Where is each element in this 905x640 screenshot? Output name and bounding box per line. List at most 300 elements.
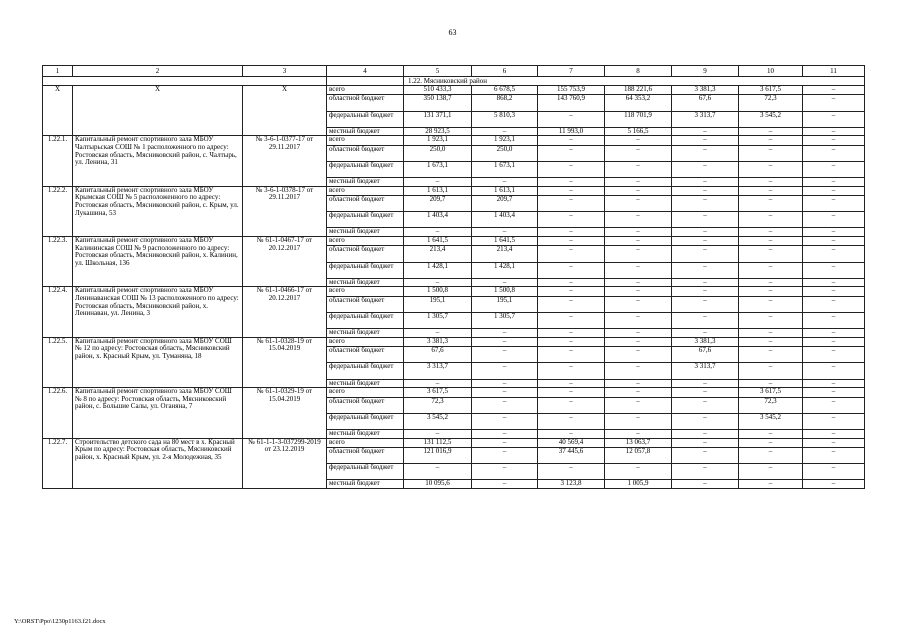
value-col-6: 1 613,1 bbox=[472, 186, 538, 195]
value-col-7: – bbox=[538, 196, 605, 212]
value-col-8: 188 221,6 bbox=[605, 86, 672, 95]
value-col-5: – bbox=[404, 329, 472, 338]
value-col-6: – bbox=[472, 278, 538, 287]
value-col-6: – bbox=[472, 438, 538, 447]
value-col-5: – bbox=[404, 429, 472, 438]
value-col-6: 1 923,1 bbox=[472, 136, 538, 145]
value-col-6: 1 500,8 bbox=[472, 287, 538, 296]
value-col-9: 67,6 bbox=[672, 95, 739, 111]
funding-source: всего bbox=[327, 337, 404, 346]
value-col-9: – bbox=[672, 464, 739, 480]
value-col-7: – bbox=[538, 111, 605, 127]
item-description: Капитальный ремонт спортивного зала МБОУ СОШ № 12 по адресу: Ростовская область, Мясниковский район, х. Красный Крым, ул. Туманяна, 18 bbox=[73, 337, 243, 387]
value-col-11: – bbox=[803, 388, 865, 397]
funding-source: федеральный бюджет bbox=[327, 262, 404, 278]
value-col-5: 1 428,1 bbox=[404, 262, 472, 278]
value-col-5: 131 371,1 bbox=[404, 111, 472, 127]
column-header-6: 6 bbox=[472, 66, 538, 77]
value-col-5: 10 095,6 bbox=[404, 480, 472, 489]
table-row bbox=[43, 237, 865, 246]
column-header-3: 3 bbox=[243, 66, 327, 77]
value-col-10: – bbox=[739, 480, 803, 489]
value-col-6: 1 673,1 bbox=[472, 161, 538, 177]
funding-source: федеральный бюджет bbox=[327, 111, 404, 127]
item-document-ref: № 61-1-0329-19 от 15.04.2019 bbox=[243, 388, 327, 438]
value-col-5: 209,7 bbox=[404, 196, 472, 212]
value-col-11: – bbox=[803, 447, 865, 463]
value-col-11: – bbox=[803, 95, 865, 111]
value-col-10: 3 617,5 bbox=[739, 86, 803, 95]
value-col-5: 131 112,5 bbox=[404, 438, 472, 447]
value-col-5: 1 613,1 bbox=[404, 186, 472, 195]
value-col-5: 1 923,1 bbox=[404, 136, 472, 145]
value-col-8: – bbox=[605, 379, 672, 388]
funding-source: всего bbox=[327, 438, 404, 447]
value-col-6: – bbox=[472, 480, 538, 489]
value-col-11: – bbox=[803, 186, 865, 195]
value-col-6: – bbox=[472, 388, 538, 397]
value-col-10: – bbox=[739, 186, 803, 195]
value-col-6: 6 678,5 bbox=[472, 86, 538, 95]
value-col-7: – bbox=[538, 178, 605, 187]
value-col-10: – bbox=[739, 438, 803, 447]
funding-source: федеральный бюджет bbox=[327, 464, 404, 480]
funding-source: местный бюджет bbox=[327, 379, 404, 388]
value-col-11: – bbox=[803, 161, 865, 177]
column-header-4: 4 bbox=[327, 66, 404, 77]
value-col-5: 72,3 bbox=[404, 397, 472, 413]
value-col-5: 3 381,3 bbox=[404, 337, 472, 346]
file-path-footer: Y:\ORST\Ppo\1230p1163.f21.docx bbox=[14, 618, 106, 625]
value-col-11: – bbox=[803, 262, 865, 278]
value-col-8: 1 005,9 bbox=[605, 480, 672, 489]
value-col-5: 1 641,5 bbox=[404, 237, 472, 246]
value-col-7: – bbox=[538, 363, 605, 379]
value-col-7: 11 993,0 bbox=[538, 127, 605, 136]
value-col-8: – bbox=[605, 287, 672, 296]
column-header-11: 11 bbox=[803, 66, 865, 77]
item-document-ref: № 61-1-0467-17 от 20.12.2017 bbox=[243, 237, 327, 287]
item-number: 1.22.1. bbox=[43, 136, 73, 186]
value-col-8: – bbox=[605, 237, 672, 246]
value-col-10: – bbox=[739, 278, 803, 287]
value-col-6: 250,0 bbox=[472, 145, 538, 161]
value-col-5: 67,6 bbox=[404, 347, 472, 363]
value-col-10: 3 617,5 bbox=[739, 388, 803, 397]
funding-source: местный бюджет bbox=[327, 228, 404, 237]
funding-source: областной бюджет bbox=[327, 296, 404, 312]
value-col-5: 350 138,7 bbox=[404, 95, 472, 111]
value-col-10: – bbox=[739, 127, 803, 136]
table-row bbox=[43, 86, 865, 95]
value-col-6: – bbox=[472, 379, 538, 388]
value-col-6: 195,1 bbox=[472, 296, 538, 312]
value-col-5: 213,4 bbox=[404, 246, 472, 262]
column-header-10: 10 bbox=[739, 66, 803, 77]
value-col-9: – bbox=[672, 186, 739, 195]
value-col-8: – bbox=[605, 196, 672, 212]
value-col-8: – bbox=[605, 145, 672, 161]
value-col-8: – bbox=[605, 262, 672, 278]
value-col-6: – bbox=[472, 347, 538, 363]
value-col-10: – bbox=[739, 246, 803, 262]
value-col-8: – bbox=[605, 429, 672, 438]
value-col-7: – bbox=[538, 388, 605, 397]
value-col-7: – bbox=[538, 212, 605, 228]
value-col-11: – bbox=[803, 246, 865, 262]
item-document-ref: № 61-1-0328-19 от 15.04.2019 bbox=[243, 337, 327, 387]
value-col-10: – bbox=[739, 363, 803, 379]
value-col-7: – bbox=[538, 347, 605, 363]
value-col-11: – bbox=[803, 278, 865, 287]
table-row bbox=[43, 438, 865, 447]
funding-source: областной бюджет bbox=[327, 397, 404, 413]
value-col-5: 3 545,2 bbox=[404, 413, 472, 429]
value-col-7: – bbox=[538, 287, 605, 296]
value-col-7: – bbox=[538, 429, 605, 438]
value-col-10: – bbox=[739, 464, 803, 480]
value-col-6: 213,4 bbox=[472, 246, 538, 262]
value-col-10: – bbox=[739, 145, 803, 161]
value-col-6: – bbox=[472, 329, 538, 338]
value-col-10: – bbox=[739, 196, 803, 212]
value-col-9: – bbox=[672, 313, 739, 329]
value-col-7: – bbox=[538, 397, 605, 413]
value-col-8: – bbox=[605, 161, 672, 177]
value-col-8: – bbox=[605, 212, 672, 228]
item-number: 1.22.4. bbox=[43, 287, 73, 337]
table-row bbox=[43, 388, 865, 397]
table-row bbox=[43, 287, 865, 296]
value-col-9: – bbox=[672, 136, 739, 145]
value-col-10: – bbox=[739, 447, 803, 463]
value-col-9: 3 313,7 bbox=[672, 111, 739, 127]
value-col-8: – bbox=[605, 464, 672, 480]
value-col-10: – bbox=[739, 136, 803, 145]
section-title-row bbox=[43, 77, 865, 86]
value-col-8: – bbox=[605, 413, 672, 429]
value-col-6: – bbox=[472, 464, 538, 480]
value-col-9: – bbox=[672, 429, 739, 438]
value-col-11: – bbox=[803, 397, 865, 413]
value-col-11: – bbox=[803, 212, 865, 228]
funding-source: местный бюджет bbox=[327, 178, 404, 187]
value-col-7: – bbox=[538, 329, 605, 338]
value-col-8: – bbox=[605, 329, 672, 338]
value-col-10: – bbox=[739, 161, 803, 177]
funding-source: областной бюджет bbox=[327, 95, 404, 111]
value-col-7: – bbox=[538, 246, 605, 262]
value-col-5: 1 500,8 bbox=[404, 287, 472, 296]
section-title-spacer bbox=[327, 77, 404, 86]
table-row bbox=[43, 186, 865, 195]
value-col-9: – bbox=[672, 388, 739, 397]
value-col-10: – bbox=[739, 287, 803, 296]
value-col-10: 72,3 bbox=[739, 95, 803, 111]
value-col-5: 1 305,7 bbox=[404, 313, 472, 329]
value-col-9: – bbox=[672, 397, 739, 413]
page-number: 63 bbox=[448, 28, 457, 37]
value-col-10: 72,3 bbox=[739, 397, 803, 413]
funding-source: федеральный бюджет bbox=[327, 413, 404, 429]
funding-source: областной бюджет bbox=[327, 447, 404, 463]
value-col-11: – bbox=[803, 480, 865, 489]
item-description: Капитальный ремонт спортивного зала МБОУ Чалтырьская СОШ № 1 расположенного по адресу: Ростовская область, Мясниковский район, с. Чалтырь, ул. Ленина, 31 bbox=[73, 136, 243, 186]
table-row bbox=[43, 136, 865, 145]
value-col-8: 5 166,5 bbox=[605, 127, 672, 136]
funding-source: всего bbox=[327, 287, 404, 296]
value-col-7: – bbox=[538, 186, 605, 195]
item-description: Капитальный ремонт спортивного зала МБОУ Калининская СОШ № 9 расположенного по адресу: Ростовская область, Мясниковский район, х. Калинин, ул. Школьная, 136 bbox=[73, 237, 243, 287]
value-col-11: – bbox=[803, 127, 865, 136]
value-col-8: 12 057,8 bbox=[605, 447, 672, 463]
item-document-ref: Х bbox=[243, 86, 327, 136]
value-col-9: – bbox=[672, 127, 739, 136]
value-col-6: – bbox=[472, 337, 538, 346]
value-col-6: 5 810,3 bbox=[472, 111, 538, 127]
value-col-10: – bbox=[739, 178, 803, 187]
value-col-6: 1 641,5 bbox=[472, 237, 538, 246]
item-number: 1.22.7. bbox=[43, 438, 73, 488]
value-col-11: – bbox=[803, 464, 865, 480]
value-col-7: 155 753,9 bbox=[538, 86, 605, 95]
column-header-8: 8 bbox=[605, 66, 672, 77]
value-col-9: – bbox=[672, 212, 739, 228]
value-col-10: – bbox=[739, 212, 803, 228]
item-document-ref: № 61-1-1-3-037299-2019 от 23.12.2019 bbox=[243, 438, 327, 488]
value-col-5: 510 433,3 bbox=[404, 86, 472, 95]
value-col-5: – bbox=[404, 178, 472, 187]
value-col-6: – bbox=[472, 429, 538, 438]
value-col-7: – bbox=[538, 145, 605, 161]
value-col-10: – bbox=[739, 379, 803, 388]
value-col-10: – bbox=[739, 347, 803, 363]
value-col-9: – bbox=[672, 438, 739, 447]
table-row bbox=[43, 337, 865, 346]
value-col-6: – bbox=[472, 397, 538, 413]
value-col-9: – bbox=[672, 246, 739, 262]
value-col-11: – bbox=[803, 329, 865, 338]
value-col-5: 195,1 bbox=[404, 296, 472, 312]
value-col-9: 3 381,3 bbox=[672, 337, 739, 346]
value-col-10: 3 545,2 bbox=[739, 413, 803, 429]
item-description: Капитальный ремонт спортивного зала МБОУ СОШ № 8 по адресу: Ростовская область, Мясниковский район, с. Большие Салы, ул. Оганяна, 7 bbox=[73, 388, 243, 438]
value-col-9: – bbox=[672, 196, 739, 212]
funding-source: федеральный бюджет bbox=[327, 313, 404, 329]
value-col-8: 118 701,9 bbox=[605, 111, 672, 127]
funding-source: всего bbox=[327, 186, 404, 195]
value-col-7: 40 569,4 bbox=[538, 438, 605, 447]
budget-table-container bbox=[42, 65, 864, 489]
value-col-5: 3 313,7 bbox=[404, 363, 472, 379]
value-col-8: – bbox=[605, 313, 672, 329]
value-col-5: – bbox=[404, 278, 472, 287]
funding-source: областной бюджет bbox=[327, 145, 404, 161]
funding-source: всего bbox=[327, 237, 404, 246]
value-col-11: – bbox=[803, 111, 865, 127]
value-col-8: – bbox=[605, 136, 672, 145]
value-col-6: 209,7 bbox=[472, 196, 538, 212]
value-col-9: – bbox=[672, 379, 739, 388]
value-col-10: 3 545,2 bbox=[739, 111, 803, 127]
item-description: Х bbox=[73, 86, 243, 136]
item-description: Капитальный ремонт спортивного зала МБОУ Ленинаванская СОШ № 13 расположенного по адресу: Ростовская область, Мясниковский район, х. Ленинаван, ул. Ленина, 3 bbox=[73, 287, 243, 337]
value-col-10: – bbox=[739, 429, 803, 438]
value-col-11: – bbox=[803, 313, 865, 329]
section-title: 1.22. Мясниковский район bbox=[404, 77, 865, 86]
value-col-8: – bbox=[605, 363, 672, 379]
value-col-8: – bbox=[605, 388, 672, 397]
funding-source: местный бюджет bbox=[327, 480, 404, 489]
item-document-ref: № 3-6-1-0378-17 от 29.11.2017 bbox=[243, 186, 327, 236]
value-col-11: – bbox=[803, 287, 865, 296]
value-col-9: – bbox=[672, 447, 739, 463]
value-col-11: – bbox=[803, 429, 865, 438]
value-col-10: – bbox=[739, 337, 803, 346]
value-col-6: – bbox=[472, 413, 538, 429]
value-col-7: – bbox=[538, 337, 605, 346]
item-number: 1.22.6. bbox=[43, 388, 73, 438]
value-col-5: 1 403,4 bbox=[404, 212, 472, 228]
value-col-5: – bbox=[404, 228, 472, 237]
item-number: Х bbox=[43, 86, 73, 136]
value-col-10: – bbox=[739, 313, 803, 329]
value-col-8: – bbox=[605, 397, 672, 413]
value-col-9: – bbox=[672, 237, 739, 246]
value-col-10: – bbox=[739, 237, 803, 246]
value-col-7: – bbox=[538, 136, 605, 145]
funding-source: областной бюджет bbox=[327, 347, 404, 363]
value-col-9: – bbox=[672, 278, 739, 287]
value-col-11: – bbox=[803, 136, 865, 145]
value-col-5: 250,0 bbox=[404, 145, 472, 161]
value-col-7: – bbox=[538, 237, 605, 246]
value-col-11: – bbox=[803, 196, 865, 212]
value-col-8: 13 063,7 bbox=[605, 438, 672, 447]
item-document-ref: № 61-1-0466-17 от 20.12.2017 bbox=[243, 287, 327, 337]
value-col-7: – bbox=[538, 296, 605, 312]
value-col-9: – bbox=[672, 228, 739, 237]
value-col-10: – bbox=[739, 262, 803, 278]
value-col-8: 64 353,2 bbox=[605, 95, 672, 111]
value-col-9: 67,6 bbox=[672, 347, 739, 363]
value-col-7: – bbox=[538, 313, 605, 329]
item-number: 1.22.2. bbox=[43, 186, 73, 236]
item-document-ref: № 3-6-1-0377-17 от 29.11.2017 bbox=[243, 136, 327, 186]
value-col-7: – bbox=[538, 413, 605, 429]
value-col-11: – bbox=[803, 438, 865, 447]
value-col-10: – bbox=[739, 329, 803, 338]
column-header-1: 1 bbox=[43, 66, 73, 77]
column-header-2: 2 bbox=[73, 66, 243, 77]
value-col-9: 3 381,3 bbox=[672, 86, 739, 95]
value-col-8: – bbox=[605, 347, 672, 363]
value-col-9: – bbox=[672, 161, 739, 177]
value-col-7: – bbox=[538, 228, 605, 237]
column-header-9: 9 bbox=[672, 66, 739, 77]
value-col-5: 121 016,9 bbox=[404, 447, 472, 463]
value-col-8: – bbox=[605, 296, 672, 312]
value-col-8: – bbox=[605, 178, 672, 187]
funding-source: областной бюджет bbox=[327, 196, 404, 212]
value-col-7: – bbox=[538, 379, 605, 388]
value-col-9: – bbox=[672, 413, 739, 429]
value-col-11: – bbox=[803, 237, 865, 246]
column-number-header-row bbox=[43, 66, 865, 77]
value-col-9: – bbox=[672, 178, 739, 187]
value-col-9: – bbox=[672, 329, 739, 338]
budget-table bbox=[42, 65, 865, 489]
value-col-7: – bbox=[538, 262, 605, 278]
value-col-11: – bbox=[803, 347, 865, 363]
value-col-8: – bbox=[605, 337, 672, 346]
funding-source: федеральный бюджет bbox=[327, 161, 404, 177]
table-body bbox=[43, 66, 865, 489]
value-col-6: – bbox=[472, 447, 538, 463]
value-col-8: – bbox=[605, 246, 672, 262]
value-col-11: – bbox=[803, 337, 865, 346]
value-col-6: 1 403,4 bbox=[472, 212, 538, 228]
item-description: Строительство детского сада на 80 мест в х. Красный Крым по адресу: Ростовская область, Мясниковский район, х. Красный Крым, ул. 2-я Молодежная, 35 bbox=[73, 438, 243, 488]
item-number: 1.22.5. bbox=[43, 337, 73, 387]
value-col-9: – bbox=[672, 296, 739, 312]
value-col-8: – bbox=[605, 278, 672, 287]
value-col-7: – bbox=[538, 464, 605, 480]
value-col-6: – bbox=[472, 178, 538, 187]
value-col-6: – bbox=[472, 363, 538, 379]
value-col-9: – bbox=[672, 287, 739, 296]
value-col-6: – bbox=[472, 127, 538, 136]
funding-source: областной бюджет bbox=[327, 246, 404, 262]
funding-source: всего bbox=[327, 388, 404, 397]
value-col-7: 37 445,6 bbox=[538, 447, 605, 463]
funding-source: местный бюджет bbox=[327, 429, 404, 438]
value-col-7: 143 760,9 bbox=[538, 95, 605, 111]
value-col-9: – bbox=[672, 480, 739, 489]
value-col-6: 1 305,7 bbox=[472, 313, 538, 329]
item-description: Капитальный ремонт спортивного зала МБОУ Крымская СОШ № 5 расположенного по адресу: Ростовская область, Мясниковский район, с. Крым, ул. Лукашина, 53 bbox=[73, 186, 243, 236]
item-number: 1.22.3. bbox=[43, 237, 73, 287]
funding-source: местный бюджет bbox=[327, 329, 404, 338]
value-col-9: – bbox=[672, 262, 739, 278]
funding-source: местный бюджет bbox=[327, 127, 404, 136]
value-col-11: – bbox=[803, 413, 865, 429]
value-col-10: – bbox=[739, 228, 803, 237]
value-col-6: 868,2 bbox=[472, 95, 538, 111]
funding-source: всего bbox=[327, 136, 404, 145]
value-col-11: – bbox=[803, 363, 865, 379]
value-col-11: – bbox=[803, 379, 865, 388]
value-col-6: 1 428,1 bbox=[472, 262, 538, 278]
value-col-6: – bbox=[472, 228, 538, 237]
value-col-10: – bbox=[739, 296, 803, 312]
value-col-5: 28 923,5 bbox=[404, 127, 472, 136]
funding-source: всего bbox=[327, 86, 404, 95]
value-col-11: – bbox=[803, 178, 865, 187]
value-col-11: – bbox=[803, 86, 865, 95]
funding-source: местный бюджет bbox=[327, 278, 404, 287]
value-col-7: 3 123,8 bbox=[538, 480, 605, 489]
value-col-5: 3 617,5 bbox=[404, 388, 472, 397]
value-col-8: – bbox=[605, 186, 672, 195]
value-col-5: 1 673,1 bbox=[404, 161, 472, 177]
value-col-7: – bbox=[538, 161, 605, 177]
value-col-9: 3 313,7 bbox=[672, 363, 739, 379]
value-col-11: – bbox=[803, 228, 865, 237]
funding-source: федеральный бюджет bbox=[327, 212, 404, 228]
value-col-11: – bbox=[803, 145, 865, 161]
column-header-5: 5 bbox=[404, 66, 472, 77]
